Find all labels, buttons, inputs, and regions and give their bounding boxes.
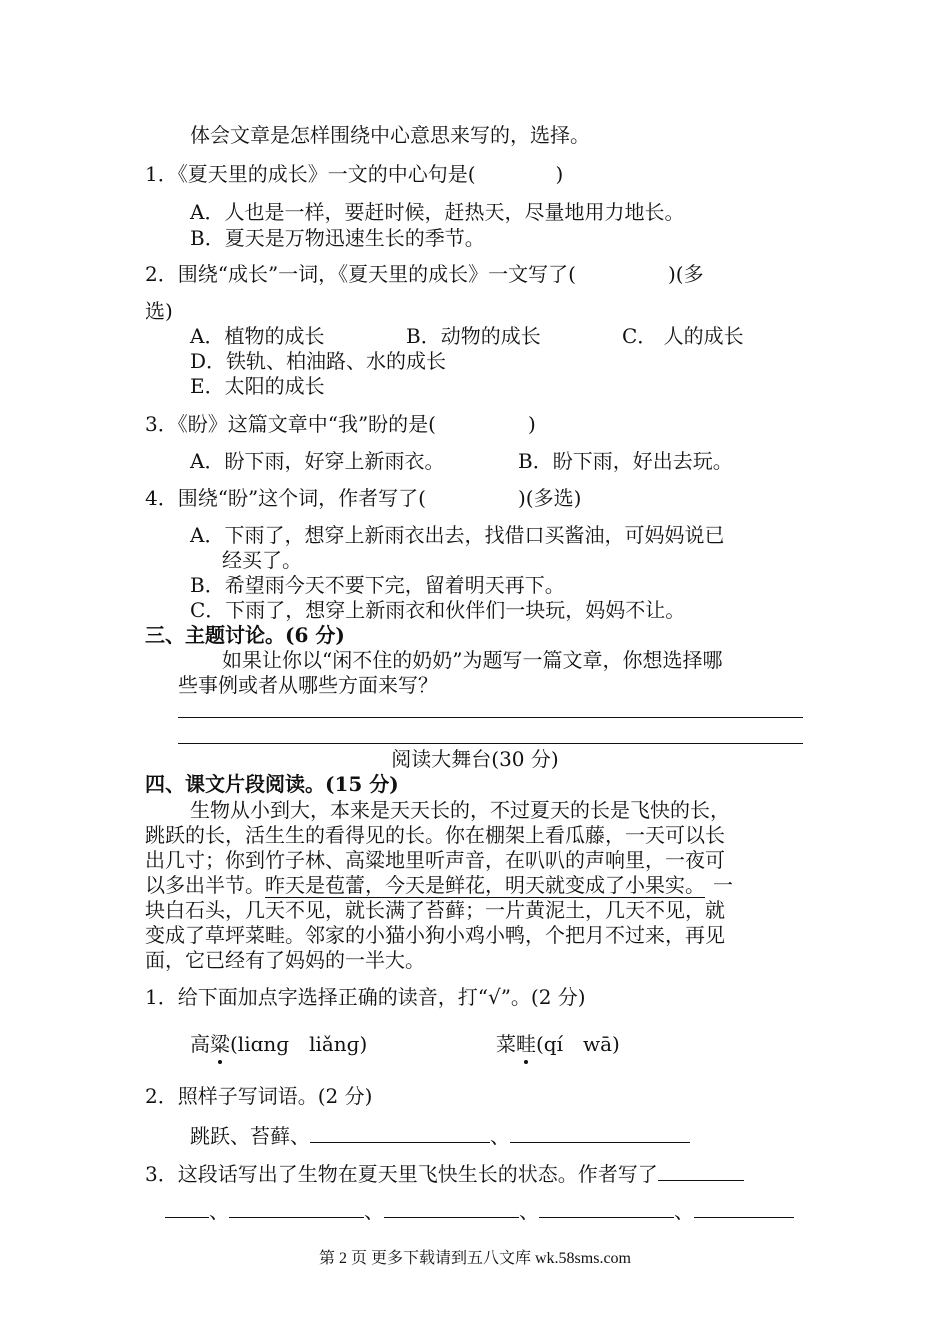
answer-blank-3[interactable] <box>384 1197 519 1218</box>
passage-line-1: 生物从小到大，本来是天天长的，不过夏天的长是飞快的长， <box>190 798 730 822</box>
intro-text: 体会文章是怎样围绕中心意思来写的，选择。 <box>190 123 590 147</box>
word-blank-1[interactable] <box>310 1122 490 1143</box>
emphasis-dot-char: 畦 <box>516 1032 536 1056</box>
word-blank-2[interactable] <box>510 1122 690 1143</box>
question-2-stem: 2．围绕“成长”一词，《夏天里的成长》一文写了( <box>145 262 576 286</box>
stage-title: 阅读大舞台(30 分) <box>391 747 559 771</box>
reading-question-1: 1．给下面加点字选择正确的读音，打“√”。(2 分) <box>145 985 586 1009</box>
question-1-option-a: A．人也是一样，要赶时候，赶热天，尽量地用力地长。 <box>190 200 685 224</box>
question-3: 3．《盼》这篇文章中“我”盼的是( ) <box>145 412 536 436</box>
passage-line-5: 块白石头，几天不见，就长满了苔藓；一片黄泥土，几天不见，就 <box>145 898 725 922</box>
pinyin-item-1: 高粱(liɑnɡ liǎnɡ) <box>190 1032 368 1056</box>
question-4-option-a-cont: 经买了。 <box>222 548 302 572</box>
answer-blanks-row: 、 、 、 、 <box>165 1197 794 1224</box>
question-2-option-e: E．太阳的成长 <box>190 374 325 398</box>
answer-blank-4[interactable] <box>539 1197 674 1218</box>
section-4-title: 四、课文片段阅读。(15 分) <box>145 772 399 796</box>
reading-question-2: 2．照样子写词语。(2 分) <box>145 1084 373 1108</box>
answer-blank-5[interactable] <box>694 1197 794 1218</box>
question-3-option-b: B．盼下雨，好出去玩。 <box>518 449 733 473</box>
question-2-option-b: B．动物的成长 <box>406 324 541 348</box>
question-2-wrap: 选) <box>145 299 173 323</box>
underlined-sentence: 昨天是苞蕾，今天是鲜花，明天就变成了小果实。 <box>265 873 705 897</box>
question-2: 2．围绕“成长”一词，《夏天里的成长》一文写了( )(多 <box>145 262 704 286</box>
section-3-text-2: 些事例或者从哪些方面来写？ <box>178 673 438 697</box>
passage-line-2: 跳跃的长，活生生的看得见的长。你在棚架上看瓜藤，一天可以长 <box>145 823 725 847</box>
question-2-option-a: A．植物的成长 <box>190 324 325 348</box>
passage-line-6: 变成了草坪菜畦。邻家的小猫小狗小鸡小鸭，个把月不过来，再见 <box>145 923 725 947</box>
question-4-option-a: A．下雨了，想穿上新雨衣出去，找借口买酱油，可妈妈说已 <box>190 523 725 547</box>
word-fill-line: 跳跃、苔藓、 、 <box>190 1122 690 1149</box>
question-4: 4．围绕“盼”这个词，作者写了( )(多选) <box>145 486 582 510</box>
answer-blank-2[interactable] <box>229 1197 364 1218</box>
passage-line-7: 面，它已经有了妈妈的一半大。 <box>145 948 425 972</box>
question-2-option-c: C． 人的成长 <box>622 324 744 348</box>
passage-line-3: 出几寸；你到竹子林、高粱地里听声音，在叭叭的声响里，一夜可 <box>145 848 725 872</box>
question-1: 1．《夏天里的成长》一文的中心句是( ) <box>145 162 564 186</box>
question-1-stem: 1．《夏天里的成长》一文的中心句是( <box>145 162 476 186</box>
pinyin-item-2: 菜畦(qí wā) <box>496 1032 620 1056</box>
reading-question-3: 3．这段话写出了生物在夏天里飞快生长的状态。作者写了 <box>145 1160 744 1187</box>
section-3-title: 三、主题讨论。(6 分) <box>145 623 345 647</box>
answer-blank-1-cont[interactable] <box>165 1197 209 1218</box>
question-4-option-c: C．下雨了，想穿上新雨衣和伙伴们一块玩，妈妈不让。 <box>190 598 686 622</box>
question-2-option-d: D．铁轨、柏油路、水的成长 <box>190 349 447 373</box>
passage-line-4: 以多出半节。昨天是苞蕾，今天是鲜花，明天就变成了小果实。 一 <box>145 873 733 897</box>
question-4-option-b: B．希望雨今天不要下完，留着明天再下。 <box>190 573 565 597</box>
section-3-text-1: 如果让你以“闲不住的奶奶”为题写一篇文章，你想选择哪 <box>222 648 723 672</box>
answer-blank-1[interactable] <box>658 1160 744 1181</box>
page-footer: 第 2 页 更多下载请到五八文库 wk.58sms.com <box>318 1250 631 1267</box>
emphasis-dot-char: 粱 <box>210 1032 230 1056</box>
question-3-stem: 3．《盼》这篇文章中“我”盼的是( <box>145 412 436 436</box>
question-4-stem: 4．围绕“盼”这个词，作者写了( <box>145 486 426 510</box>
answer-line-2[interactable] <box>178 743 803 744</box>
question-3-option-a: A．盼下雨，好穿上新雨衣。 <box>190 449 445 473</box>
question-1-option-b: B．夏天是万物迅速生长的季节。 <box>190 226 485 250</box>
answer-line-1[interactable] <box>178 717 803 718</box>
